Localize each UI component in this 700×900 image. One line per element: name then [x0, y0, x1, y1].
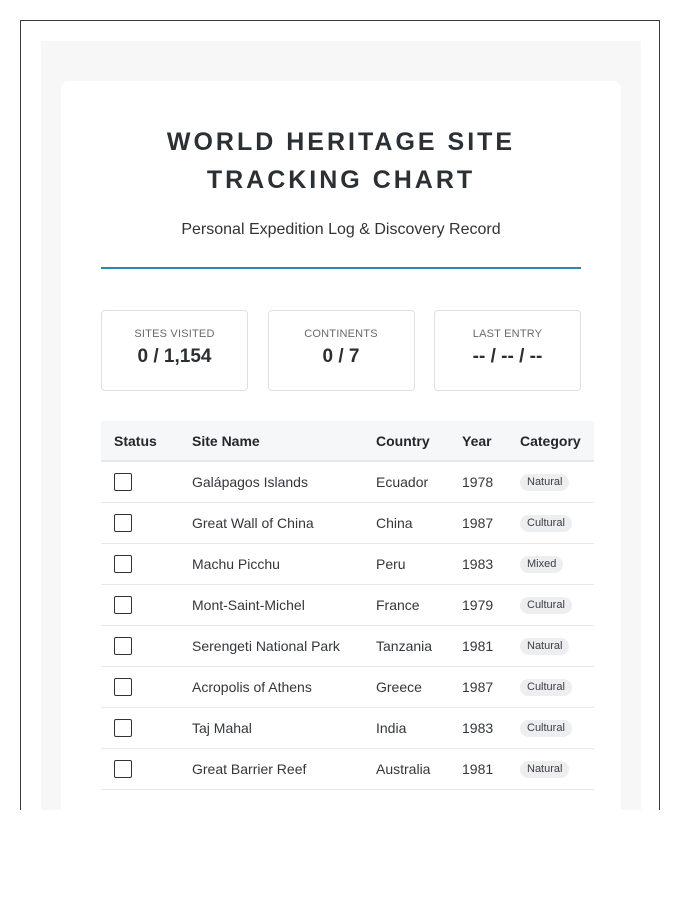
stat-value: 0 / 1,154	[137, 346, 212, 367]
site-name-cell: Taj Mahal	[192, 719, 252, 736]
page-frame	[20, 20, 660, 810]
site-name-cell: Great Wall of China	[192, 514, 314, 531]
visited-checkbox[interactable]	[114, 555, 132, 573]
year-cell: 1981	[462, 760, 494, 777]
country-cell: China	[376, 514, 413, 531]
column-header-category[interactable]: Category	[520, 432, 581, 449]
stat-continents	[268, 310, 415, 391]
country-cell: Ecuador	[376, 473, 429, 490]
year-cell: 1987	[462, 678, 494, 695]
page-subtitle: Personal Expedition Log & Discovery Record	[181, 221, 501, 238]
year-cell: 1983	[462, 719, 494, 736]
status-cell	[101, 625, 192, 666]
stat-value: 0 / 7	[322, 346, 360, 367]
category-cell	[520, 707, 594, 748]
table-row	[101, 707, 594, 748]
category-cell	[520, 666, 594, 707]
table-header-row	[101, 421, 594, 461]
country-cell: Greece	[376, 678, 422, 695]
table-row	[101, 666, 594, 707]
site-name-cell: Mont-Saint-Michel	[192, 596, 305, 613]
stat-label: SITES VISITED	[134, 328, 215, 340]
status-cell	[101, 502, 192, 543]
visited-checkbox[interactable]	[114, 678, 132, 696]
site-name-cell: Machu Picchu	[192, 555, 280, 572]
category-badge: Cultural	[520, 515, 572, 532]
category-badge: Cultural	[520, 679, 572, 696]
visited-checkbox[interactable]	[114, 473, 132, 491]
table-header	[101, 421, 594, 461]
category-badge: Natural	[520, 638, 569, 655]
sites-table	[101, 421, 594, 790]
stat-last-entry	[434, 310, 581, 391]
site-name-cell: Galápagos Islands	[192, 473, 308, 490]
category-badge: Mixed	[520, 556, 563, 573]
column-header-country[interactable]: Country	[376, 432, 430, 449]
category-badge: Cultural	[520, 597, 572, 614]
table-row	[101, 584, 594, 625]
column-header-site-name[interactable]: Site Name	[192, 432, 260, 449]
visited-checkbox[interactable]	[114, 637, 132, 655]
stat-label: CONTINENTS	[304, 328, 378, 340]
category-cell	[520, 502, 594, 543]
category-cell	[520, 748, 594, 789]
page-background	[41, 41, 641, 810]
status-cell	[101, 666, 192, 707]
category-cell	[520, 461, 594, 502]
header-divider	[101, 267, 581, 269]
status-cell	[101, 707, 192, 748]
column-header-year[interactable]: Year	[462, 432, 492, 449]
country-cell: France	[376, 596, 420, 613]
visited-checkbox[interactable]	[114, 719, 132, 737]
category-badge: Natural	[520, 474, 569, 491]
table-row	[101, 625, 594, 666]
stat-sites-visited	[101, 310, 248, 391]
table-row	[101, 502, 594, 543]
category-badge: Cultural	[520, 720, 572, 737]
year-cell: 1987	[462, 514, 494, 531]
year-cell: 1979	[462, 596, 494, 613]
table-row	[101, 748, 594, 789]
status-cell	[101, 748, 192, 789]
site-name-cell: Serengeti National Park	[192, 637, 340, 654]
country-cell: Tanzania	[376, 637, 433, 654]
tracking-card	[61, 81, 621, 810]
site-name-cell: Great Barrier Reef	[192, 760, 307, 777]
category-cell	[520, 625, 594, 666]
page-title: WORLD HERITAGE SITE TRACKING CHART	[166, 128, 516, 194]
year-cell: 1983	[462, 555, 494, 572]
country-cell: India	[376, 719, 407, 736]
year-cell: 1978	[462, 473, 494, 490]
table-row	[101, 543, 594, 584]
status-cell	[101, 584, 192, 625]
status-cell	[101, 543, 192, 584]
year-cell: 1981	[462, 637, 494, 654]
table-body	[101, 461, 594, 789]
stat-value: -- / -- / --	[472, 346, 543, 367]
site-name-cell: Acropolis of Athens	[192, 678, 312, 695]
country-cell: Peru	[376, 555, 406, 572]
category-cell	[520, 543, 594, 584]
stats-row	[101, 310, 581, 391]
visited-checkbox[interactable]	[114, 514, 132, 532]
stat-label: LAST ENTRY	[472, 328, 543, 340]
visited-checkbox[interactable]	[114, 596, 132, 614]
category-badge: Natural	[520, 761, 569, 778]
country-cell: Australia	[376, 760, 431, 777]
column-header-status[interactable]: Status	[114, 432, 157, 449]
status-cell	[101, 461, 192, 502]
table-row	[101, 461, 594, 502]
category-cell	[520, 584, 594, 625]
visited-checkbox[interactable]	[114, 760, 132, 778]
